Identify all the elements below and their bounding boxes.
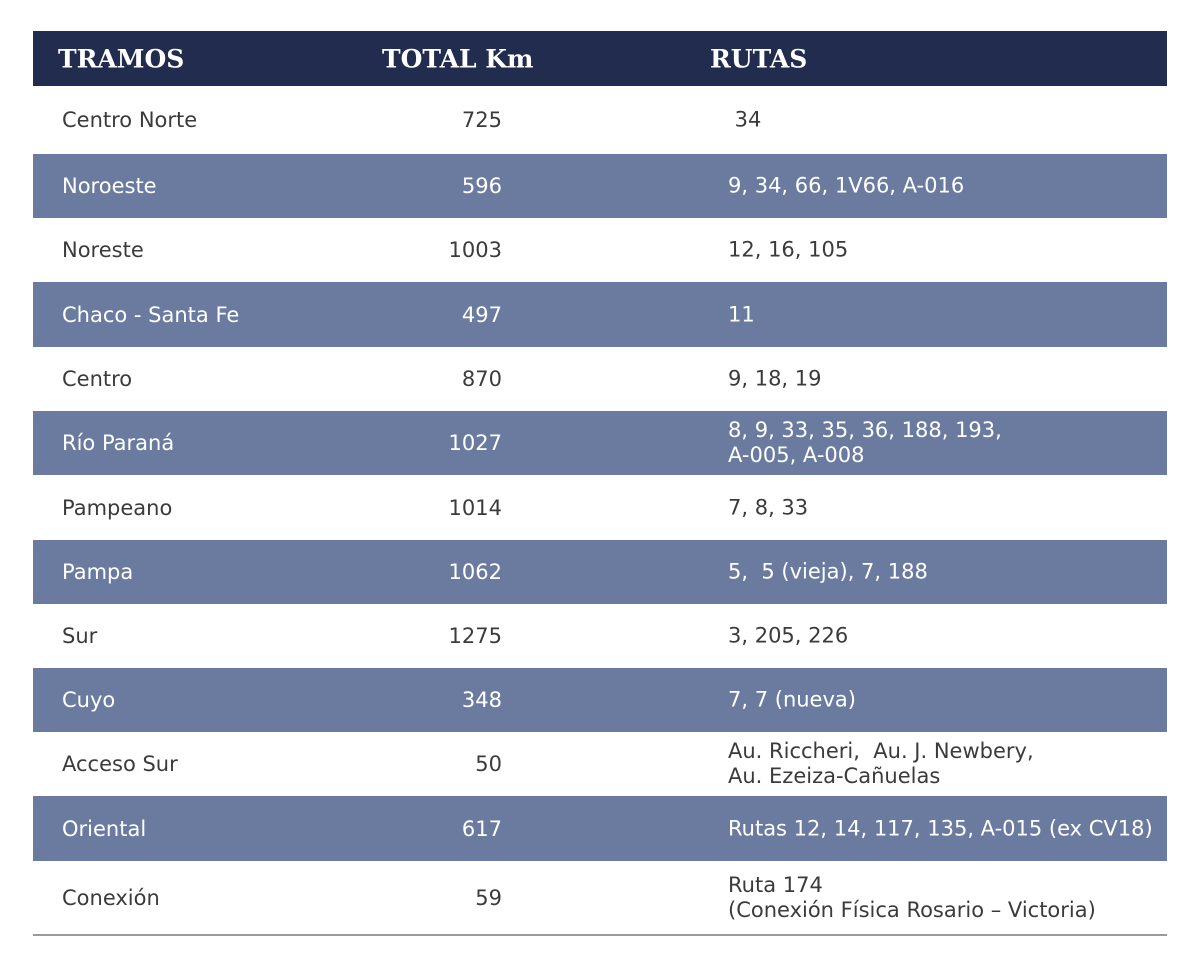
tramo-name: Pampeano [62, 495, 173, 520]
routes-table [33, 31, 1167, 936]
rutas-cell [728, 174, 964, 199]
rutas-cell [728, 624, 848, 649]
table-row [33, 604, 1167, 668]
table-row [33, 475, 1167, 540]
table-row [33, 347, 1167, 411]
table-row [33, 411, 1167, 475]
rutas-cell [728, 302, 755, 327]
rutas-cell [728, 739, 1034, 789]
rutas-line: 5, 5 (vieja), 7, 188 [728, 559, 928, 584]
rutas-line: 11 [728, 302, 755, 326]
tramo-name: Conexión [62, 885, 160, 910]
rutas-cell [728, 688, 856, 713]
total-km: 1275 [448, 624, 502, 648]
rutas-line: 34 [728, 107, 762, 132]
total-km: 1027 [448, 431, 502, 455]
rutas-line: 9, 18, 19 [728, 366, 822, 391]
table-row [33, 732, 1167, 796]
tramo-name: Pampa [62, 560, 134, 584]
tramo-name: Sur [62, 624, 98, 648]
header-rutas: RUTAS [710, 44, 808, 73]
total-km: 1014 [448, 495, 502, 520]
table-row [33, 282, 1167, 347]
rutas-cell [728, 367, 822, 392]
rutas-cell [728, 495, 808, 520]
total-km: 497 [461, 302, 502, 327]
rutas-line: 9, 34, 66, 1V66, A-016 [728, 173, 965, 198]
rutas-line: A-005, A-008 [728, 443, 865, 467]
total-km: 348 [461, 688, 502, 712]
total-km: 596 [461, 174, 502, 198]
rutas-line: 12, 16, 105 [728, 237, 849, 262]
table-row [33, 668, 1167, 732]
rutas-line: 8, 9, 33, 35, 36, 188, 193, [728, 418, 1002, 442]
tramo-name: Oriental [62, 816, 147, 841]
tramo-name: Noroeste [62, 174, 157, 198]
rutas-line: Au. Ezeiza-Cañuelas [728, 764, 941, 788]
tramo-name: Cuyo [62, 688, 116, 712]
rutas-cell [728, 108, 761, 133]
total-km: 1062 [448, 560, 502, 584]
table-row [33, 796, 1167, 861]
tramo-name: Chaco - Santa Fe [62, 302, 240, 327]
table-row [33, 218, 1167, 282]
rutas-cell [728, 873, 1096, 923]
rutas-line: Ruta 174 [728, 872, 823, 897]
header-tramos: TRAMOS [58, 44, 185, 73]
rutas-cell [728, 418, 1002, 468]
rutas-line: 7, 8, 33 [728, 495, 809, 519]
total-km: 870 [461, 367, 502, 391]
header-total-km: TOTAL Km [382, 44, 534, 73]
total-km: 59 [475, 885, 502, 910]
table-row [33, 540, 1167, 604]
rutas-cell [728, 238, 848, 263]
rutas-line: 7, 7 (nueva) [728, 687, 856, 712]
table-row [33, 154, 1167, 218]
rutas-line: Rutas 12, 14, 117, 135, A-015 (ex CV18) [728, 816, 1153, 840]
tramo-name: Río Paraná [62, 431, 175, 455]
tramo-name: Centro [62, 367, 133, 391]
rutas-line: 3, 205, 226 [728, 623, 849, 648]
total-km: 617 [461, 816, 502, 841]
table-bottom-rule [33, 934, 1167, 936]
rutas-cell [728, 816, 1153, 841]
rutas-cell [728, 560, 928, 585]
total-km: 50 [475, 752, 502, 776]
tramo-name: Centro Norte [62, 108, 198, 132]
total-km: 1003 [448, 238, 502, 262]
total-km: 725 [461, 108, 502, 132]
table-row [33, 861, 1167, 934]
table-row [33, 86, 1167, 154]
rutas-line: (Conexión Física Rosario – Victoria) [728, 897, 1096, 922]
table-body [33, 86, 1167, 934]
rutas-line: Au. Riccheri, Au. J. Newbery, [728, 739, 1034, 763]
tramo-name: Noreste [62, 238, 144, 262]
tramo-name: Acceso Sur [62, 752, 178, 776]
table-header [33, 31, 1167, 86]
